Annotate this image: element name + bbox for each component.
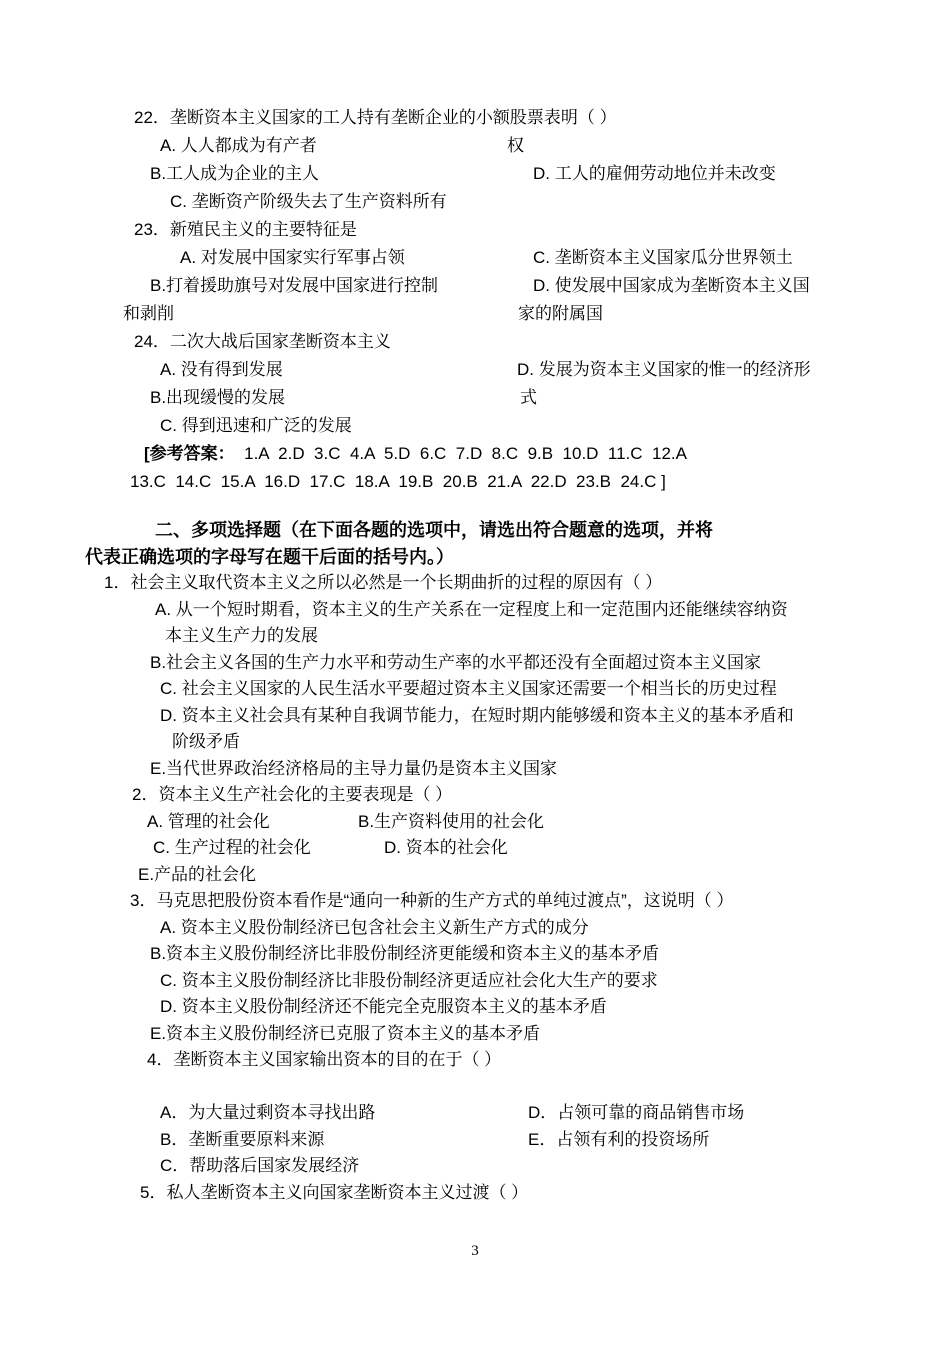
text-line (0, 888, 950, 915)
answer-key-label: [参考答案： (144, 444, 235, 463)
text-line (0, 862, 950, 889)
text-line (0, 676, 950, 703)
text-line (0, 328, 950, 356)
line-text: A. 人人都成为有产者 (160, 136, 317, 155)
text-line (0, 1100, 950, 1127)
line-text-right-column: 权 (507, 136, 524, 155)
text-line (0, 1153, 950, 1180)
text-line (0, 1180, 950, 1207)
line-text: C. 生产过程的社会化 (153, 838, 311, 857)
text-line (0, 1047, 950, 1074)
line-text-right-column: C. 垄断资本主义国家瓜分世界领土 (533, 248, 793, 267)
text-line (0, 782, 950, 809)
text-line (0, 440, 950, 468)
line-text-right-column: D．占领可靠的商品销售市场 (528, 1103, 745, 1122)
line-text: A. 对发展中国家实行军事占领 (180, 248, 405, 267)
line-text: 24．二次大战后国家垄断资本主义 (134, 332, 391, 351)
line-text: B.资本主义股份制经济比非股份制经济更能缓和资本主义的基本矛盾 (150, 944, 660, 963)
line-text: B．垄断重要原料来源 (160, 1129, 325, 1149)
line-text: [参考答案： 1.A 2.D 3.C 4.A 5.D 6.C 7.D 8.C 9.B 10.D 11.C 12.A (144, 444, 687, 463)
line-text-right-column: B.生产资料使用的社会化 (358, 811, 545, 831)
line-text: 阶级矛盾 (172, 732, 240, 751)
line-text: 二、多项选择题（在下面各题的选项中，请选出符合题意的选项，并将 (155, 520, 713, 540)
text-line (0, 650, 950, 677)
line-text: D. 资本主义股份制经济还不能完全克服资本主义的基本矛盾 (160, 997, 607, 1016)
line-text: A. 从一个短时期看，资本主义的生产关系在一定程度上和一定范围内还能继续容纳资 (155, 599, 788, 619)
text-line (0, 160, 950, 188)
single-choice-questions-section (0, 104, 950, 496)
line-text-right-column: D. 工人的雇佣劳动地位并未改变 (533, 164, 776, 183)
line-text: C. 垄断资产阶级失去了生产资料所有 (170, 192, 447, 211)
line-text-right-column: E．占领有利的投资场所 (528, 1129, 710, 1149)
text-line (0, 544, 950, 571)
line-text-right-column: 家的附属国 (518, 304, 603, 323)
line-text: A. 没有得到发展 (160, 360, 283, 379)
line-text-right-column: D. 发展为资本主义国家的惟一的经济形 (517, 360, 811, 379)
text-line (0, 941, 950, 968)
line-text-right-column: D. 使发展中国家成为垄断资本主义国 (533, 276, 810, 295)
text-line (0, 968, 950, 995)
text-line (0, 216, 950, 244)
text-line (0, 623, 950, 650)
line-text: B.社会主义各国的生产力水平和劳动生产率的水平都还没有全面超过资本主义国家 (150, 652, 762, 672)
text-line (0, 356, 950, 384)
text-line (0, 384, 950, 412)
text-line (0, 1021, 950, 1048)
line-text: 5．私人垄断资本主义向国家垄断资本主义过渡（ ） (140, 1182, 529, 1202)
line-text: D. 资本主义社会具有某种自我调节能力，在短时期内能够缓和资本主义的基本矛盾和 (160, 705, 794, 725)
text-line (0, 300, 950, 328)
line-text-right-column: 式 (520, 388, 537, 407)
line-text: E.资本主义股份制经济已克服了资本主义的基本矛盾 (150, 1023, 541, 1043)
line-text: 4．垄断资本主义国家输出资本的目的在于（ ） (147, 1050, 502, 1069)
text-line (0, 412, 950, 440)
line-text: E.当代世界政治经济格局的主导力量仍是资本主义国家 (150, 758, 558, 778)
text-line (0, 703, 950, 730)
text-line (0, 835, 950, 862)
text-line (0, 729, 950, 756)
line-text-right-column: D. 资本的社会化 (384, 838, 508, 857)
multiple-choice-questions-section (0, 517, 950, 1206)
line-text: 22．垄断资本主义国家的工人持有垄断企业的小额股票表明（ ） (134, 108, 617, 127)
text-line (0, 132, 950, 160)
line-text: B.打着援助旗号对发展中国家进行控制 (150, 276, 439, 295)
blank-line (0, 1074, 950, 1101)
text-line (0, 244, 950, 272)
line-text: 本主义生产力的发展 (165, 626, 318, 645)
text-line (0, 809, 950, 836)
text-line (0, 188, 950, 216)
text-line (0, 272, 950, 300)
text-line (0, 756, 950, 783)
line-text: C．帮助落后国家发展经济 (160, 1156, 360, 1175)
line-text: A. 管理的社会化 (147, 811, 270, 831)
line-text: 代表正确选项的字母写在题干后面的括号内。） (85, 546, 454, 567)
page-number: 3 (471, 1243, 479, 1259)
line-text: A．为大量过剩资本寻找出路 (160, 1103, 376, 1122)
line-text: 和剥削 (123, 304, 174, 323)
line-text: C. 得到迅速和广泛的发展 (160, 416, 352, 435)
line-text: C. 社会主义国家的人民生活水平要超过资本主义国家还需要一个相当长的历史过程 (160, 679, 777, 698)
line-text: E.产品的社会化 (138, 864, 257, 884)
text-line (0, 517, 950, 544)
line-text: A. 资本主义股份制经济已包含社会主义新生产方式的成分 (160, 917, 589, 937)
line-text: 3．马克思把股份资本看作是“通向一种新的生产方式的单纯过渡点”，这说明（ ） (130, 891, 734, 910)
line-text: 23．新殖民主义的主要特征是 (134, 220, 357, 239)
line-text: B.工人成为企业的主人 (150, 164, 320, 183)
line-text: B.出现缓慢的发展 (150, 388, 286, 407)
line-text: C. 资本主义股份制经济比非股份制经济更适应社会化大生产的要求 (160, 970, 658, 990)
text-line (0, 994, 950, 1021)
text-line (0, 468, 950, 496)
text-line (0, 104, 950, 132)
text-line (0, 915, 950, 942)
text-line (0, 597, 950, 624)
text-line (0, 570, 950, 597)
line-text: 1．社会主义取代资本主义之所以必然是一个长期曲折的过程的原因有（ ） (104, 573, 663, 592)
text-line (0, 1127, 950, 1154)
line-text: 13.C 14.C 15.A 16.D 17.C 18.A 19.B 20.B 21.A 22.D 23.B 24.C ] (130, 472, 666, 491)
line-text: 2．资本主义生产社会化的主要表现是（ ） (132, 785, 453, 804)
